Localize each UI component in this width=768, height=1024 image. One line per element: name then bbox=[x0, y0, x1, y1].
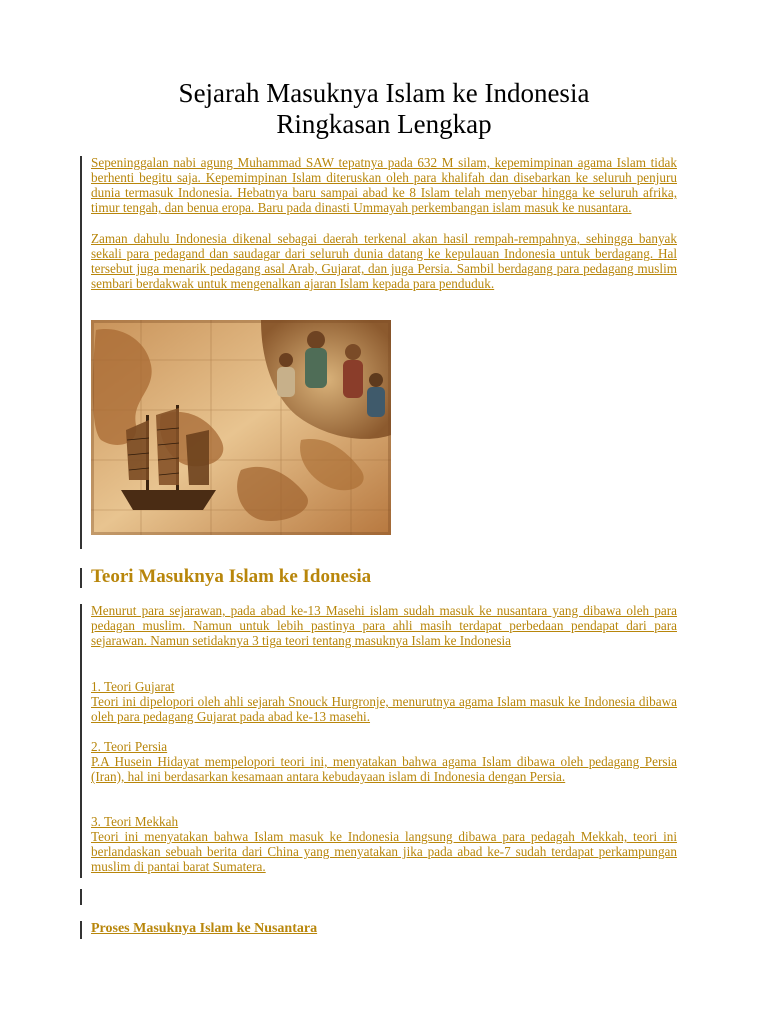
hero-map-ship-image bbox=[91, 320, 391, 535]
theory-gujarat bbox=[91, 679, 677, 724]
page-title bbox=[90, 78, 678, 140]
subheading-proses[interactable]: Proses Masuknya Islam ke Nusantara bbox=[91, 921, 318, 936]
theory-title[interactable]: 2. Teori Persia bbox=[91, 739, 168, 754]
intro-paragraph-2[interactable]: Zaman dahulu Indonesia dikenal sebagai daerah terkenal akan hasil rempah-rempahnya, sehingga banyak sekali para pedagand dan saudagar dari seluruh dunia datang ke kepulauan Indonesia untuk berdagang. Hal tersebut juga menarik pedagang asal Arab, Gujarat, dan juga Persia. Sambil berdagang para pedagang muslim sembari berdakwak untuk mengenalkan ajaran Islam kepada para penduduk. bbox=[91, 231, 677, 292]
page-title-line-2: Ringkasan Lengkap bbox=[276, 109, 492, 139]
section-intro-paragraph[interactable]: Menurut para sejarawan, pada abad ke-13 Masehi islam sudah masuk ke nusantara yang dibawa oleh para pedagan muslim. Namun untuk lebih pastinya para ahli masih terdapat perbedaan pendapat dari para sejarawan. Namun setidaknya 3 tiga teori tentang masuknya Islam ke Indonesia bbox=[91, 603, 677, 649]
quote-bar-theories bbox=[80, 604, 82, 878]
theory-title[interactable]: 3. Teori Mekkah bbox=[91, 814, 179, 829]
theory-text[interactable]: P.A Husein Hidayat mempelopori teori ini, menyatakan bahwa agama Islam dibawa oleh pedagang Persia (Iran), hal ini berdasarkan kesamaan antara kebudayaan islam di Indonesia dengan Persia. bbox=[91, 754, 677, 785]
section-heading-teori[interactable]: Teori Masuknya Islam ke Idonesia bbox=[91, 566, 372, 587]
hero-illustration bbox=[91, 320, 391, 535]
intro-paragraph-1[interactable]: Sepeninggalan nabi agung Muhammad SAW tepatnya pada 632 M silam, kepemimpinan agama Islam tidak berhenti begitu saja. Kepemimpinan Islam diteruskan oleh para khalifah dan disebarkan ke seluruh penjuru dunia termasuk Indonesia. Hebatnya baru sampai abad ke 8 Islam telah menyebar hingga ke seluruh afrika, timur tengah, dan benua eropa. Baru pada dinasti Ummayah perkembangan islam masuk ke nusantara. bbox=[91, 155, 677, 216]
theory-text[interactable]: Teori ini dipelopori oleh ahli sejarah Snouck Hurgronje, menurutnya agama Islam masuk ke Indonesia dibawa oleh para pedagang Gujarat pada abad ke-13 masehi. bbox=[91, 694, 677, 725]
theory-mekkah bbox=[91, 814, 677, 874]
quote-bar-intro bbox=[80, 156, 82, 549]
theory-persia bbox=[91, 739, 677, 784]
quote-bar-empty bbox=[80, 889, 82, 905]
page-title-line-1: Sejarah Masuknya Islam ke Indonesia bbox=[178, 78, 590, 108]
theory-text[interactable]: Teori ini menyatakan bahwa Islam masuk ke Indonesia langsung dibawa para pedagah Mekkah, teori ini berlandaskan sebuah berita dari China yang menyatakan jika pada abad ke-7 sudah terdapat perkampungan muslim di pantai barat Sumatera. bbox=[91, 829, 677, 875]
quote-bar-heading bbox=[80, 568, 82, 588]
theory-title[interactable]: 1. Teori Gujarat bbox=[91, 679, 175, 694]
quote-bar-subheading bbox=[80, 921, 82, 939]
